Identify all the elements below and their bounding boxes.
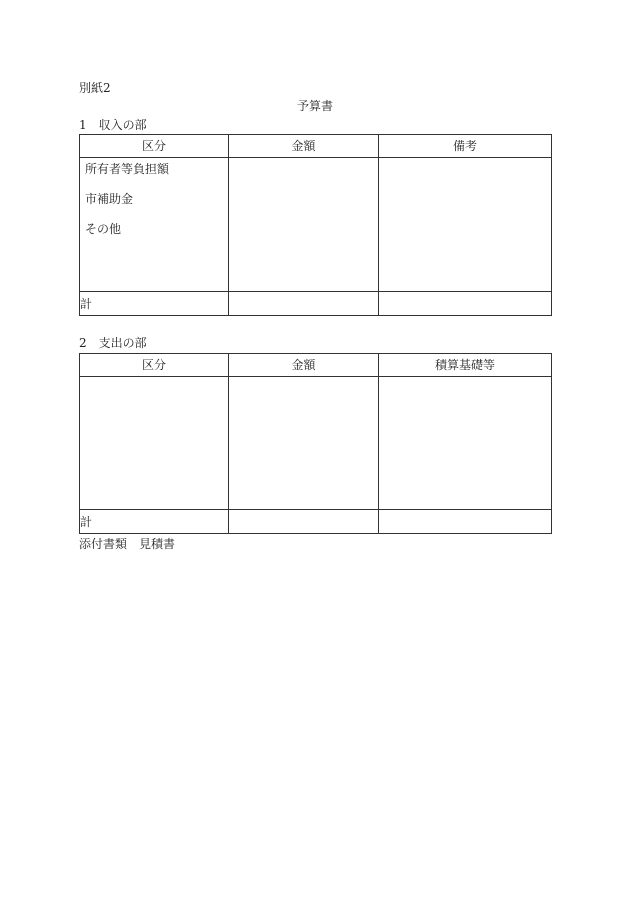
expense-category-cell [80, 377, 229, 510]
expense-body-row [80, 377, 552, 510]
expense-section-heading: 2 支出の部 [79, 336, 147, 350]
income-total-amount [229, 292, 379, 316]
expense-total-amount [229, 510, 379, 534]
expense-basis-cell [379, 377, 552, 510]
expense-header-row [80, 354, 552, 377]
income-item-city-subsidy: 市補助金 [85, 192, 134, 206]
expense-amount-cell [229, 377, 379, 510]
expense-total-basis [379, 510, 552, 534]
income-section-heading: 1 収入の部 [79, 118, 147, 132]
income-remarks-cell [379, 158, 552, 292]
expense-header-basis: 積算基礎等 [379, 354, 552, 377]
income-header-category: 区分 [80, 135, 229, 158]
income-body-row [80, 158, 552, 292]
form-number: 別紙2 [79, 81, 111, 95]
income-total-remarks [379, 292, 552, 316]
income-table [79, 134, 552, 316]
income-category-cell [80, 158, 229, 292]
income-total-row [80, 292, 552, 316]
expense-header-category: 区分 [80, 354, 229, 377]
expense-total-label: 計 [80, 510, 229, 534]
income-header-remarks: 備考 [379, 135, 552, 158]
income-total-label: 計 [80, 292, 229, 316]
income-item-other: その他 [85, 222, 122, 236]
attachments-note: 添付書類 見積書 [79, 537, 176, 551]
income-header-row [80, 135, 552, 158]
document-title: 予算書 [296, 99, 333, 113]
expense-table [79, 353, 552, 534]
income-item-owner-contribution: 所有者等負担額 [85, 162, 170, 176]
income-amount-cell [229, 158, 379, 292]
expense-total-row [80, 510, 552, 534]
income-header-amount: 金額 [229, 135, 379, 158]
expense-header-amount: 金額 [229, 354, 379, 377]
